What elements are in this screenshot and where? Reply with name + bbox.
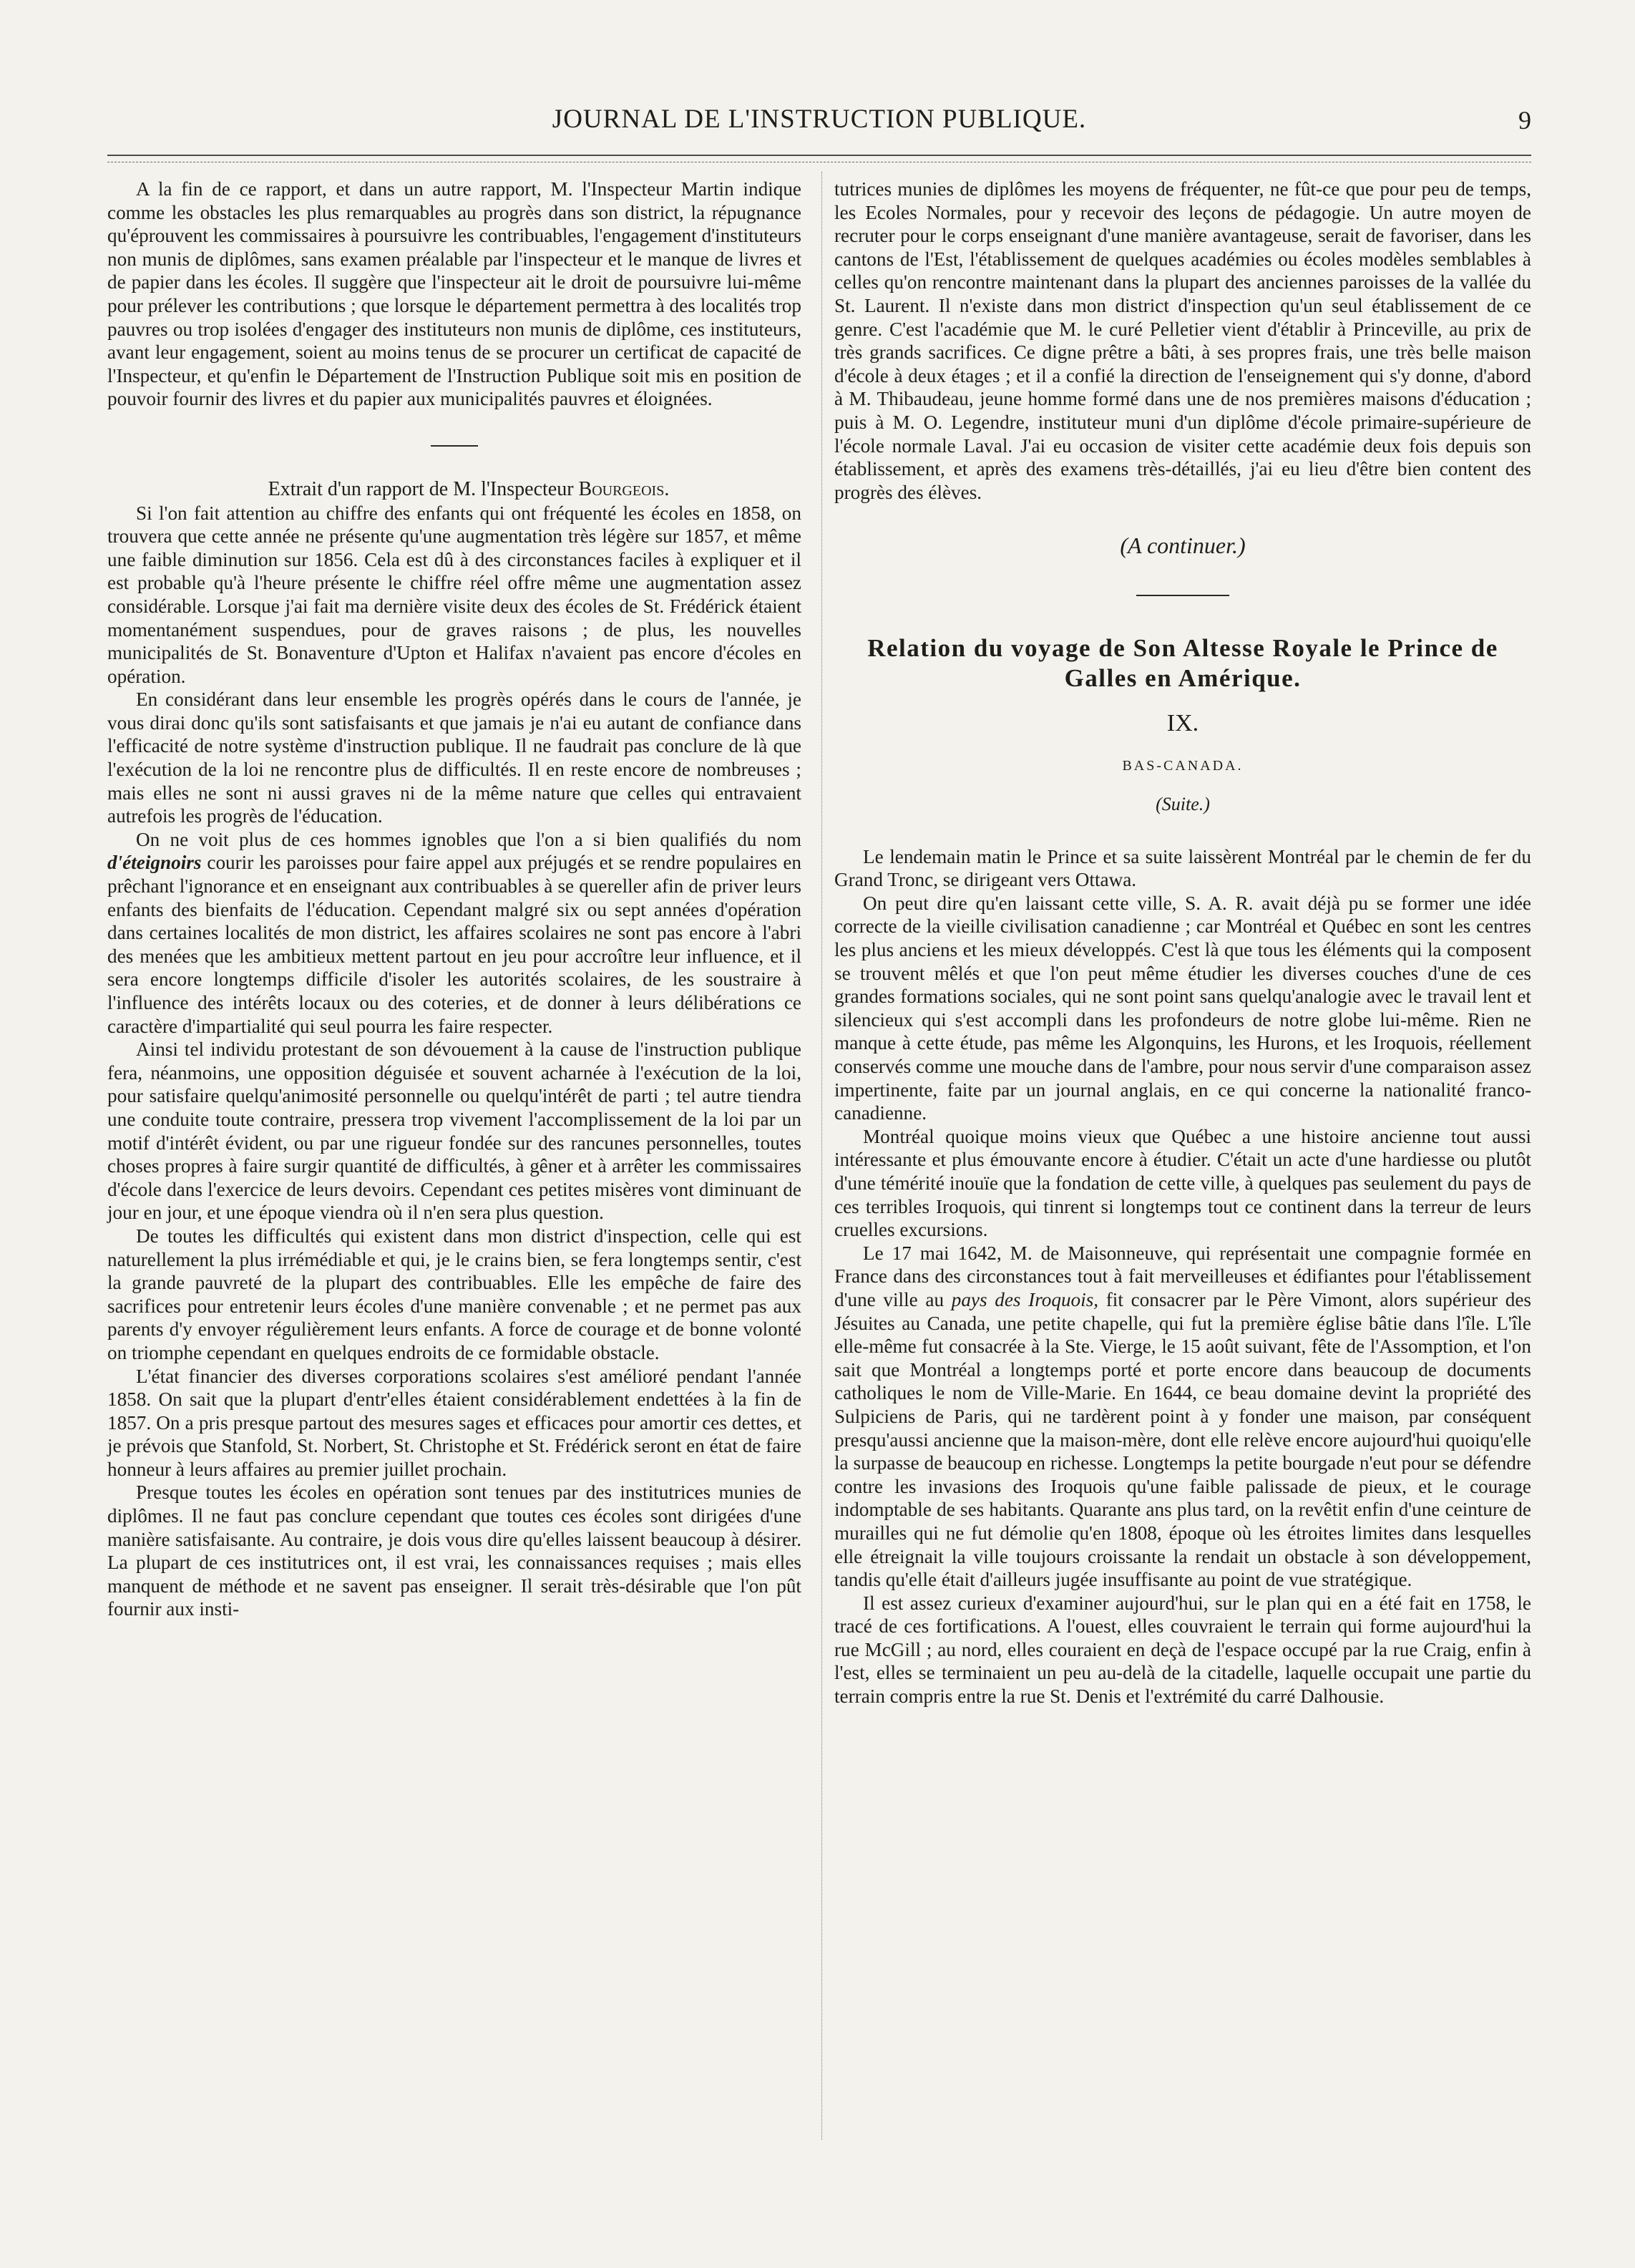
extract-title-name: Bourgeois. xyxy=(578,477,670,500)
text-run: fit consacrer par le Père Vimont, alors supérieur des Jésuites au Canada, une petite chapelle, qui fut la première église bâtie dans l'île. L'île elle-même fut consacrée à la Ste. Vierge, le 15 août suivant, fête de l'Assomption, et l'on sait que Montréal a longtemps porté et porte encore dans beaucoup de documents catholiques le nom de Ville-Marie. En 1644, ce beau domaine devint la propriété des Sulpiciens de Paris, qui ne tardèrent point à y fonder une maison, par conséquent presqu'aussi ancienne que la maison-mère, dont elle relève encore aujourd'hui quoiqu'elle la surpasse de beaucoup en richesse. Longtemps la petite bourgade n'eut pour se défendre contre les invasions des Iroquois qu'une faible palissade de pieux, et le courage indomptable de ses habitants. Quarante ans plus tard, on la revêtit enfin d'une ceinture de murailles qui ne fut démolie qu'en 1808, époque où les étroites limites dans lesquelles elle étreignait la ville toujours croissante la rendait un obstacle à son développement, tandis qu'elle était d'ailleurs jugée insuffisante au point de vue stratégique. xyxy=(834,1288,1532,1591)
left-column xyxy=(107,177,801,1621)
body-paragraph: On peut dire qu'en laissant cette ville, S. A. R. avait déjà pu se former une idée correcte de la vieille civilisation canadienne ; car Montréal et Québec en sont les centres les plus anciens et les mieux développés. C'est là que tous les éléments qui la composent se trouvent mêlés et que l'on peut même étudier les diverses couches d'une de ces grandes formations sociales, qui ne sont point sans quelqu'analogie avec le travail lent et silencieux qui s'est accompli dans les profondeurs de notre globe lui-même. Rien ne manque à cette étude, pas même les Algonquins, les Hurons, et les Iroquois, réellement conservés comme une mouche dans de l'ambre, pour nous servir d'une comparaison assez impertinente, faite par un journal anglais, en ce qui concerne la nationalité franco-canadienne. xyxy=(834,892,1531,1124)
column-divider xyxy=(821,172,822,2140)
text-run: courir les paroisses pour faire appel aux préjugés et se rendre populaires en prêchant l'ignorance et en enseignant aux contribuables à se quereller afin de priver leurs enfants des bienfaits de l'éducation. Cependant malgré six ou sept années d'opération dans certaines localités de mon district, les affaires scolaires ne sont pas encore à l'abri des menées que les ambitieux mettent partout en jeu pour accroître leur influence, et il sera encore longtemps difficile d'isoler les autorités scolaires, de les soustraire à l'influence des intérêts locaux ou des coteries, et de donner à leurs délibérations ce caractère d'impartialité qui seul pourra les faire respecter. xyxy=(107,852,801,1037)
extract-title-prefix: Extrait d'un rapport de M. l'Inspecteur xyxy=(268,477,574,500)
header-rule xyxy=(107,155,1531,156)
body-paragraph: tutrices munies de diplômes les moyens de fréquenter, ne fût-ce que pour peu de temps, les Ecoles Normales, pour y recevoir des leçons de pédagogie. Un autre moyen de recruter pour le corps enseignant d'une manière avantageuse, serait de favoriser, dans les cantons de l'Est, l'établissement de quelques académies ou écoles modèles semblables à celles qu'on rencontre maintenant dans la plupart des anciennes paroisses de la vallée du St. Laurent. Il n'existe dans mon district d'inspection qu'un seul établissement de ce genre. C'est l'académie que M. le curé Pelletier vient d'établir à Princeville, au prix de très grands sacrifices. Ce digne prêtre a bâti, à ses propres frais, une très belle maison d'école à deux étages ; et il a confié la direction de l'enseignement qui s'y donne, d'abord à M. Thibaudeau, jeune homme formé dans une de nos premières maisons d'éducation ; puis à M. O. Legendre, instituteur muni d'un diplôme d'école primaire-supérieure de l'école normale Laval. J'ai eu occasion de visiter cette académie deux fois depuis son établissement, et après des examens très-détaillés, j'ai eu lieu d'être bien content des progrès des élèves. xyxy=(834,178,1531,503)
emphasis-term: pays des Iroquois, xyxy=(951,1288,1099,1310)
body-paragraph: De toutes les difficultés qui existent dans mon district d'inspection, celle qui est naturellement la plus irrémédiable et qui, je le crains bien, se fera longtemps sentir, c'est la grande pauvreté de la plupart des contribuables. Elle les empêche de faire des sacrifices pour entretenir leurs écoles d'une manière convenable ; et ne permet pas aux parents d'y envoyer régulièrement leurs enfants. A force de courage et de bonne volonté on triomphe cependant en quelques endroits de ce formidable obstacle. xyxy=(107,1225,801,1363)
section-separator xyxy=(431,445,478,447)
right-column xyxy=(834,177,1531,1708)
body-paragraph: Si l'on fait attention au chiffre des enfants qui ont fréquenté les écoles en 1858, on trouvera que cette année ne présente qu'une augmentation très légère sur 1857, et même une faible diminution sur 1856. Cela est dû à des circonstances faciles à expliquer et il est probable qu'à l'heure présente le chiffre réel offre même une augmentation assez considérable. Lorsque j'ai fait ma dernière visite deux des écoles de St. Frédérick étaient momentanément suspendues, pour de graves raisons ; de plus, les nouvelles municipalités de St. Bonaventure d'Upton et Halifax n'avaient pas encore d'écoles en opération. xyxy=(107,502,801,687)
inspector-martin-paragraph: A la fin de ce rapport, et dans un autre rapport, M. l'Inspecteur Martin indique comme les obstacles les plus remarquables au progrès dans son district, la répugnance qu'éprouvent les commissaires à poursuivre les contribuables, l'engagement d'instituteurs non munis de diplômes, sans examen préalable par l'inspecteur et le manque de livres et de papier dans les écoles. Il suggère que l'inspecteur ait le droit de poursuivre lui-même pour prélever les contributions ; que lorsque le département permettra à des localités trop pauvres ou trop isolées d'engager des instituteurs non munis de diplôme, ces instituteurs, avant leur engagement, soient au moins tenus de se procurer un certificat de capacité de l'Inspecteur, et qu'enfin le Département de l'Instruction Publique soit mis en position de pouvoir fournir des livres et du papier aux municipalités pauvres et éloignées. xyxy=(107,178,801,410)
extract-title xyxy=(107,478,801,502)
section-separator xyxy=(1136,595,1229,596)
page-header xyxy=(107,104,1531,147)
text-run: On ne voit plus de ces hommes ignobles que l'on a si bien qualifiés du nom xyxy=(136,828,801,850)
body-paragraph: Le lendemain matin le Prince et sa suite laissèrent Montréal par le chemin de fer du Grand Tronc, se dirigeant vers Ottawa. xyxy=(834,845,1531,891)
page-number: 9 xyxy=(1518,106,1531,135)
body-paragraph xyxy=(107,828,801,1038)
to-be-continued: (A continuer.) xyxy=(1120,532,1246,559)
section-heading: BAS-CANADA. xyxy=(1122,757,1244,774)
running-title: JOURNAL DE L'INSTRUCTION PUBLIQUE. xyxy=(552,104,1087,134)
emphasis-term: d'éteignoirs xyxy=(107,852,202,874)
body-paragraph: Presque toutes les écoles en opération sont tenues par des institutrices munies de diplômes. Il ne faut pas conclure cependant que toutes ces écoles sont dirigées d'une manière satisfaisante. Au contraire, je dois vous dire qu'elles laissent beaucoup à désirer. La plupart de ces institutrices ont, il est vrai, les connaissances requises ; mais elles manquent de méthode et ne savent pas enseigner. Il serait très-désirable que l'on pût fournir aux insti- xyxy=(107,1481,801,1620)
body-paragraph: Montréal quoique moins vieux que Québec a une histoire ancienne tout aussi intéressante et plus émouvante encore à étudier. C'était un acte d'une hardiesse ou plutôt d'une témérité inouïe que la fondation de cette ville, à quelques pas seulement du pays de ces terribles Iroquois, qui tinrent si longtemps tout ce continent dans la terreur de leurs cruelles excursions. xyxy=(834,1125,1531,1241)
article-title: Relation du voyage de Son Altesse Royale le Prince de Galles en Amérique. xyxy=(867,633,1498,692)
body-paragraph: Il est assez curieux d'examiner aujourd'hui, sur le plan qui en a été fait en 1758, le tracé de ces fortifications. A l'ouest, elles couvraient le terrain qui forme aujourd'hui la rue McGill ; au nord, elles couraient en deçà de l'espace occupé par la rue Craig, enfin à l'est, elles se terminaient un peu au-delà de la citadelle, laquelle occupait une partie du terrain compris entre la rue St. Denis et l'extrémité du carré Dalhousie. xyxy=(834,1592,1531,1708)
body-paragraph xyxy=(834,1242,1531,1592)
text-run: Le 17 mai 1642, M. de Maisonneuve, qui représentait une compagnie formée en France dans des circonstances tout à fait merveilleuses et édifiantes pour l'établissement d'une ville au xyxy=(834,1242,1531,1310)
body-paragraph: En considérant dans leur ensemble les progrès opérés dans le cours de l'année, je vous dirai donc qu'ils sont satisfaisants et que jamais je n'ai eu autant de confiance dans l'efficacité de notre système d'instruction publique. Il ne faudrait pas conclure de là que l'exécution de la loi ne rencontre plus de difficultés. Il en reste encore de nombreuses ; mais elles ne sont ni aussi graves ni de la même nature que celles qui entravaient autrefois les progrès de l'éducation. xyxy=(107,688,801,827)
body-paragraph: Ainsi tel individu protestant de son dévouement à la cause de l'instruction publique fera, néanmoins, une opposition déguisée et souvent acharnée à l'exécution de la loi, pour satisfaire quelqu'animosité personnelle ou quelqu'intérêt de parti ; tel autre tiendra une conduite toute contraire, pressera trop vivement l'accomplissement de la loi par un motif d'intérêt évident, ou par une rigueur fondée sur des rancunes personnelles, toutes choses propres à faire surgir quantité de difficultés, à gêner et à arrêter les commissaires d'école dans l'exercice de leurs devoirs. Cependant ces petites misères vont diminuant de jour en jour, et une époque viendra où il n'en sera plus question. xyxy=(107,1038,801,1224)
chapter-number: IX. xyxy=(1166,709,1199,736)
continuation-note: (Suite.) xyxy=(1156,794,1210,815)
body-paragraph: L'état financier des diverses corporations scolaires s'est amélioré pendant l'année 1858. On sait que la plupart d'entr'elles étaient considérablement endettées à la fin de 1857. On a pris presque partout des mesures sages et efficaces pour amortir ces dettes, et je prévois que Stanfold, St. Norbert, St. Christophe et St. Frédérick seront en état de faire honneur à leurs affaires au premier juillet prochain. xyxy=(107,1365,801,1480)
